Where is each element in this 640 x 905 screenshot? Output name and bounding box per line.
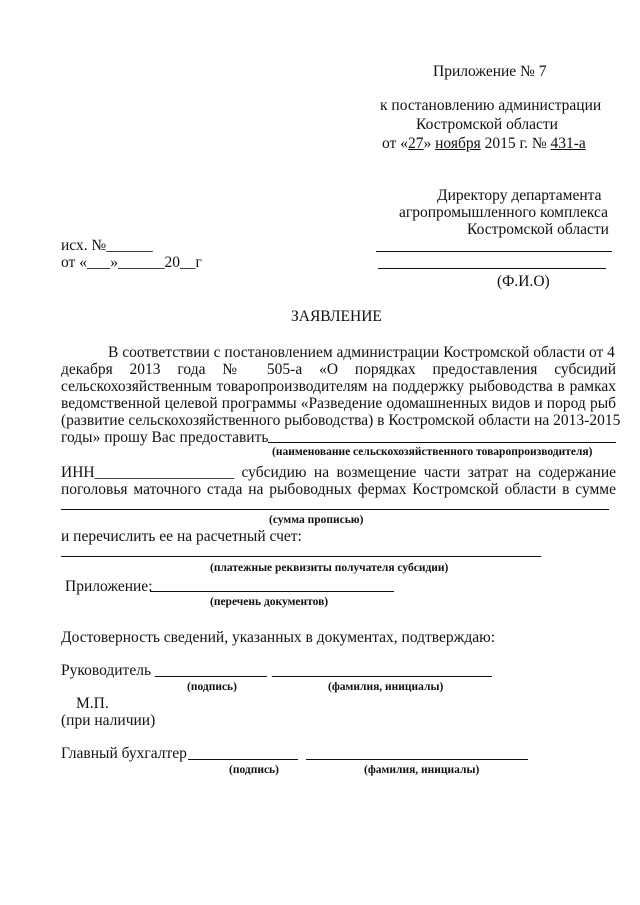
fio-caption: (Ф.И.О)	[497, 273, 550, 290]
documents-caption: (перечень документов)	[210, 596, 329, 608]
producer-name-line[interactable]	[268, 442, 616, 443]
attachment-line[interactable]	[150, 591, 394, 592]
body-line-2: декабря 2013 года № 505-а «О порядках предоставления субсидий	[61, 361, 616, 378]
body-line-1: В соответствии с постановлением администрации Костромской области от 4	[108, 344, 615, 361]
accountant-sign-caption: (подпись)	[229, 764, 279, 776]
addressee-line-3: Костромской области	[467, 221, 609, 238]
body-line-8: поголовья маточного стада на рыбоводных фермах Костромской области в сумме	[61, 481, 616, 498]
outgoing-number: исх. №______	[61, 237, 153, 254]
head-signature-line[interactable]	[155, 676, 267, 677]
body-line-4: ведомственной целевой программы «Разведение одомашненных видов и пород рыб	[61, 395, 616, 412]
resolution-date	[382, 134, 586, 153]
accountant-name-line[interactable]	[306, 759, 528, 760]
sum-caption: (сумма прописью)	[269, 514, 364, 526]
document-title: ЗАЯВЛЕНИЕ	[291, 308, 382, 325]
date-day: 27	[407, 135, 424, 152]
outgoing-date: от «___»______20__г	[61, 254, 202, 271]
date-prefix: от «	[382, 135, 408, 152]
accountant-signature-line[interactable]	[188, 759, 298, 760]
accountant-name-caption: (фамилия, инициалы)	[364, 764, 480, 776]
head-sign-caption: (подпись)	[187, 681, 237, 693]
resolution-number: 431-а	[550, 135, 586, 152]
addressee-blank-line-2[interactable]	[378, 268, 606, 269]
date-month: ноября	[435, 135, 481, 152]
date-mid: »	[423, 135, 436, 152]
stamp-note: (при наличии)	[61, 712, 156, 729]
addressee-blank-line-1[interactable]	[376, 251, 612, 252]
confirmation-text: Достоверность сведений, указанных в документах, подтверждаю:	[61, 629, 496, 646]
head-name-line[interactable]	[272, 676, 492, 677]
date-year: 2015 г. №	[480, 135, 551, 152]
requisites-line[interactable]	[61, 556, 541, 557]
appendix-title: Приложение № 7	[433, 63, 547, 80]
body-line-3: сельскохозяйственным товаропроизводителям на поддержку рыбоводства в рамках	[61, 378, 616, 395]
stamp-label: М.П.	[76, 695, 109, 712]
requisites-caption: (платежные реквизиты получателя субсидии)	[210, 562, 449, 574]
addressee-line-2: агропромышленного комплекса	[399, 204, 608, 221]
resolution-line: к постановлению администрации	[380, 97, 602, 114]
head-name-caption: (фамилия, инициалы)	[328, 681, 444, 693]
head-label: Руководитель	[61, 662, 152, 679]
transfer-text: и перечислить ее на расчетный счет:	[61, 528, 302, 545]
addressee-line-1: Директору департамента	[437, 187, 602, 204]
body-line-5: (развитие сельскохозяйственного рыбоводства) в Костромской области на 2013-2015	[61, 412, 621, 429]
accountant-label: Главный бухгалтер	[61, 745, 187, 762]
inn-line: ИНН__________________ субсидию на возмещение части затрат на содержание	[61, 464, 616, 481]
body-line-6: годы» прошу Вас предоставить	[61, 429, 269, 446]
producer-name-caption: (наименование сельскохозяйственного товаропроизводителя)	[272, 446, 593, 458]
sum-line[interactable]	[61, 509, 609, 510]
attachment-label: Приложение:	[65, 578, 153, 595]
region-line: Костромской области	[416, 116, 558, 133]
